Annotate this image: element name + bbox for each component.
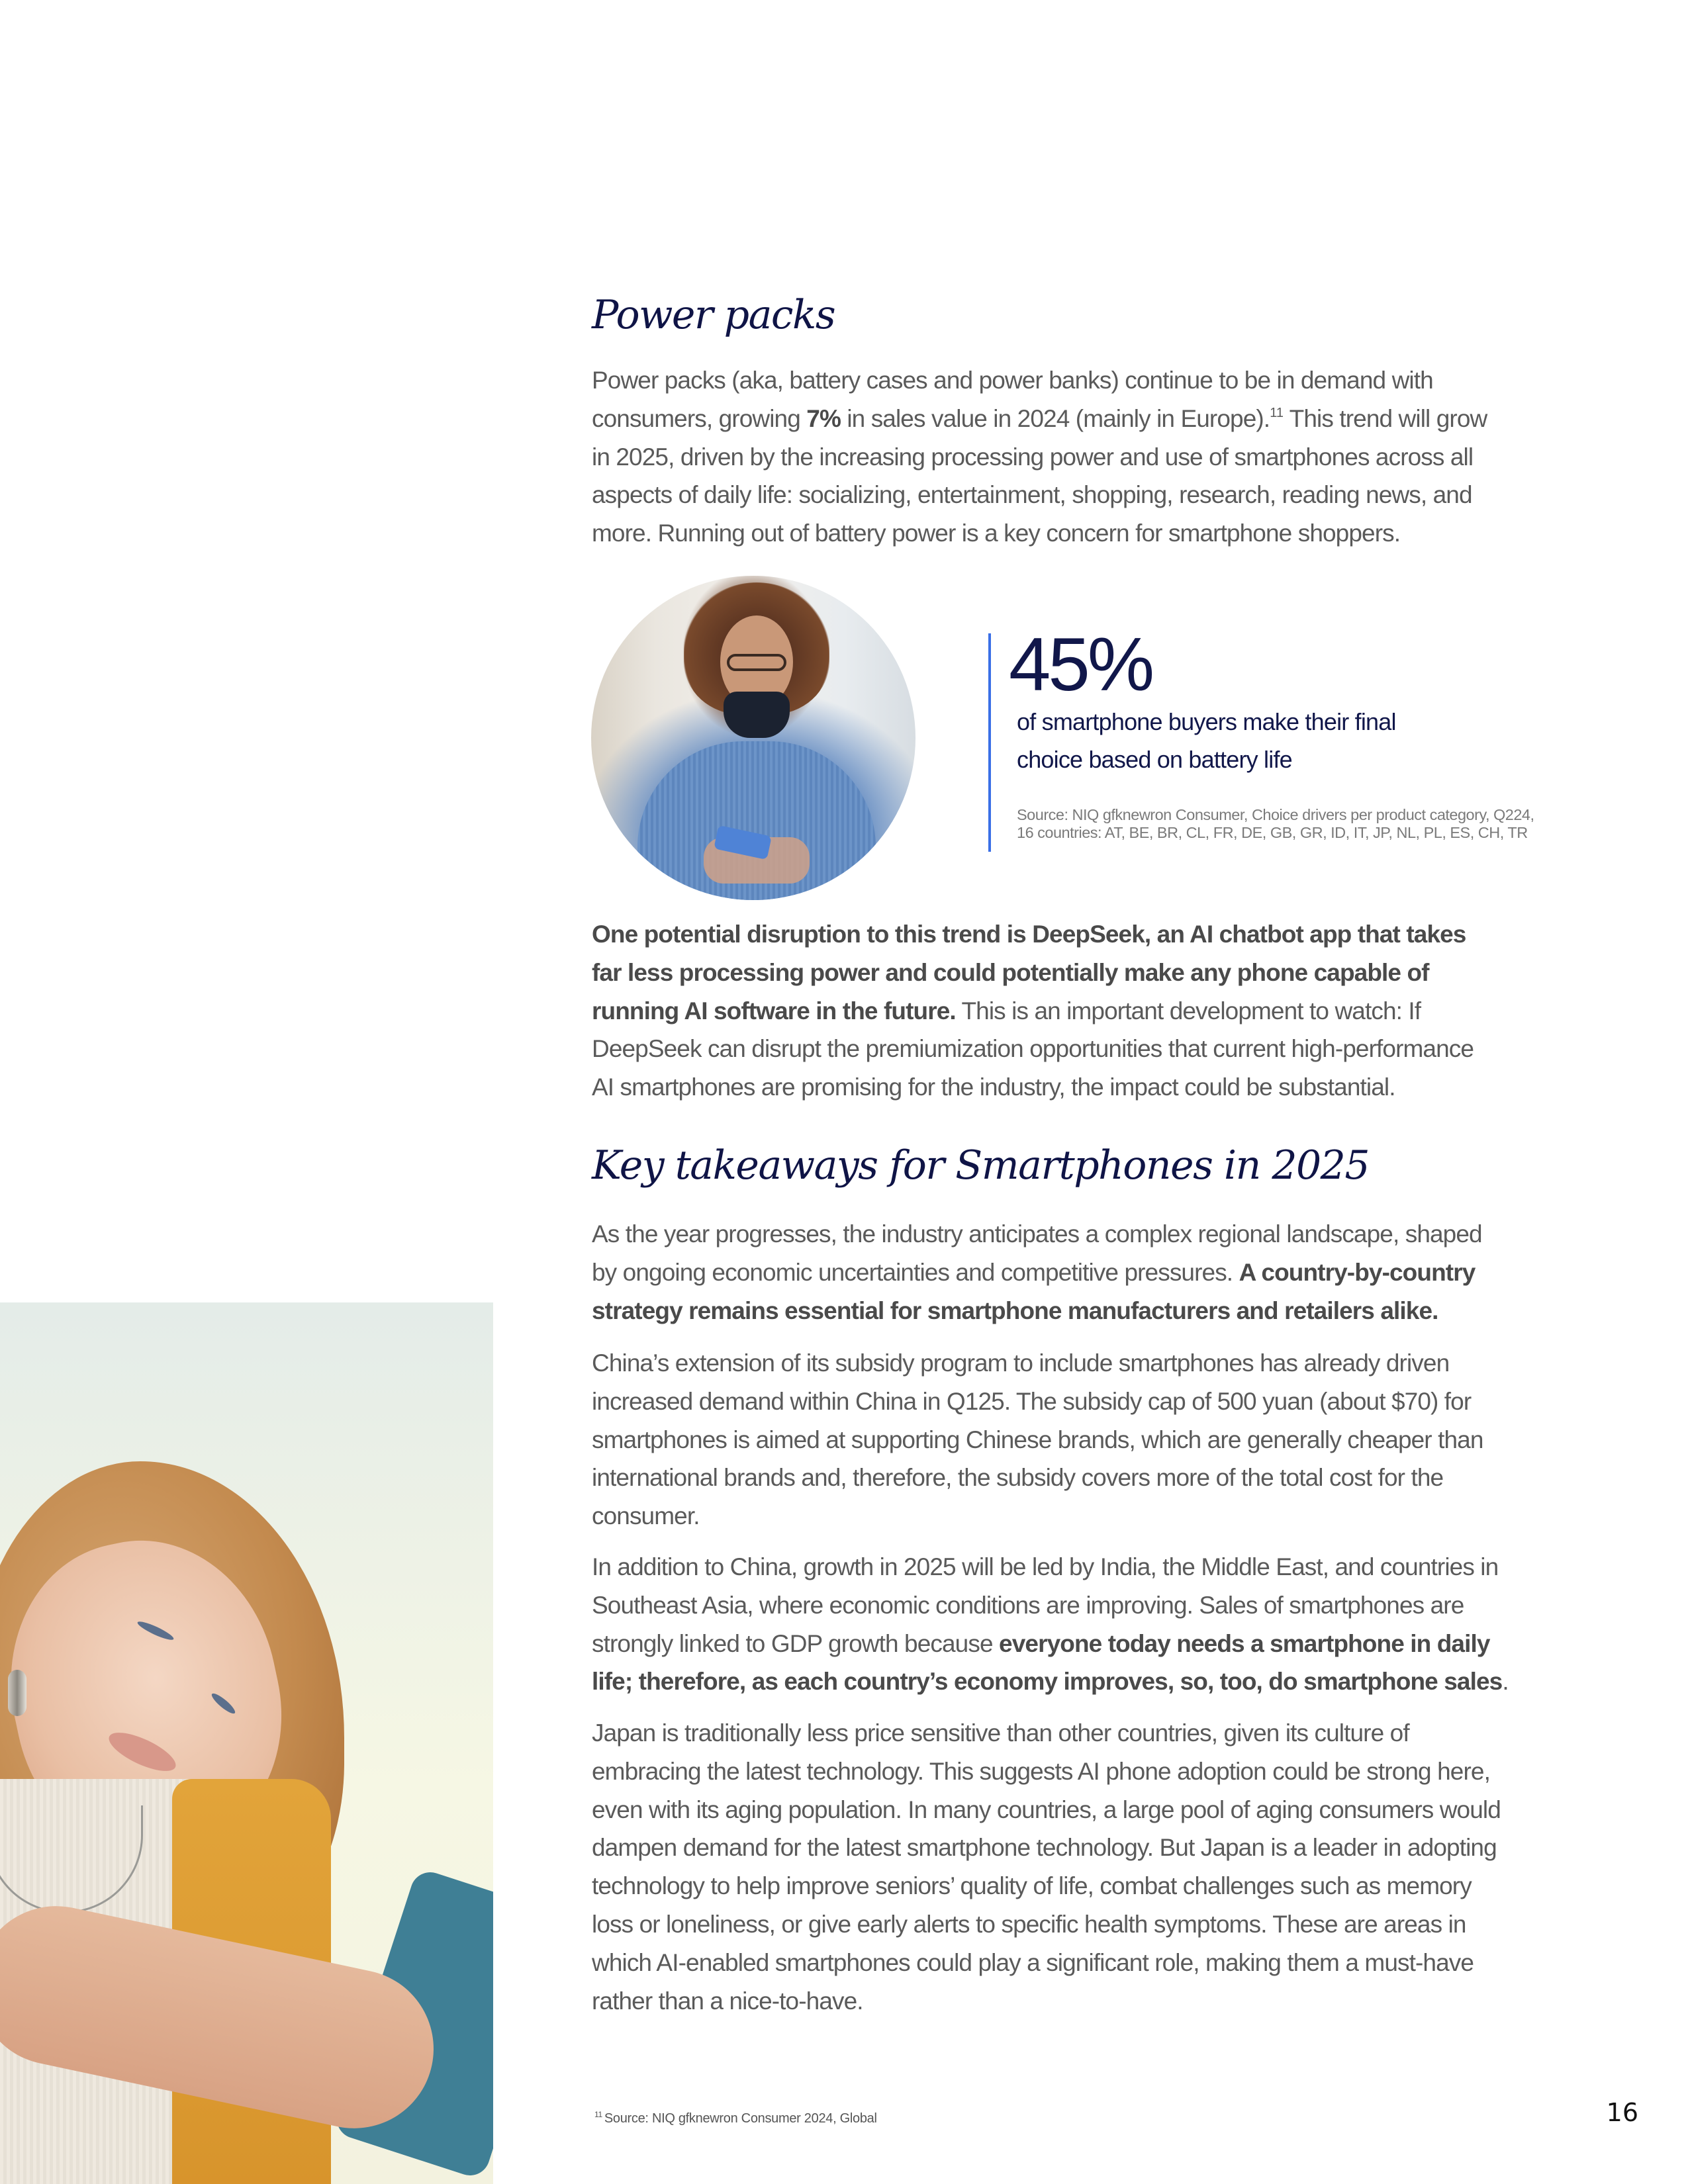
body-text: AI smartphones are promising for the industry, the impact could be substantial. [592, 1073, 1395, 1101]
body-text: consumers, growing [592, 404, 807, 432]
stat-source-line: Source: NIQ gfknewron Consumer, Choice drivers per product category, Q224, [1017, 806, 1534, 823]
body-text: consumer. [592, 1502, 700, 1530]
footnote-marker: 11 [594, 2110, 602, 2119]
body-text: This is an important development to watch: If [955, 997, 1421, 1024]
smiling-woman-photo [0, 1302, 493, 2184]
body-text: DeepSeek can disrupt the premiumization opportunities that current high-performance [592, 1035, 1474, 1063]
stat-source [1017, 806, 1613, 842]
stat-caption-line: of smartphone buyers make their final [1017, 708, 1396, 735]
body-text: increased demand within China in Q125. The subsidy cap of 500 yuan (about $70) for [592, 1387, 1472, 1415]
takeaway-paragraph-china [592, 1344, 1558, 1535]
text-line [592, 1344, 1558, 1383]
body-text: in 2025, driven by the increasing processing power and use of smartphones across all [592, 443, 1474, 471]
stat-source-line: 16 countries: AT, BE, BR, CL, FR, DE, GB, GR, ID, IT, JP, NL, PL, ES, CH, TR [1017, 824, 1528, 841]
emphasis-text: far less processing power and could potentially make any phone capable of [592, 958, 1429, 986]
emphasis-text: life; therefore, as each country’s economy improves, so, too, do smartphone sales [592, 1668, 1503, 1696]
text-line [592, 1292, 1558, 1330]
body-text: smartphones is aimed at supporting Chinese brands, which are generally cheaper than [592, 1426, 1483, 1453]
body-text: rather than a nice-to-have. [592, 1987, 863, 2015]
body-text: As the year progresses, the industry anticipates a complex regional landscape, shaped [592, 1220, 1482, 1248]
body-text: by ongoing economic uncertainties and competitive pressures. [592, 1258, 1239, 1286]
text-line [592, 476, 1558, 514]
takeaway-paragraph-growth [592, 1548, 1558, 1701]
stat-caption [1017, 703, 1546, 778]
body-text: This trend will grow [1283, 404, 1487, 432]
text-line [592, 1625, 1558, 1663]
photo-earring [8, 1670, 26, 1716]
emphasis-text: everyone today needs a smartphone in daily [999, 1629, 1490, 1657]
emphasis-text: A country-by-country [1239, 1258, 1476, 1286]
takeaway-paragraph-japan [592, 1714, 1558, 2020]
body-text: even with its aging population. In many countries, a large pool of aging consumers would [592, 1796, 1501, 1823]
body-text: Southeast Asia, where economic conditions are improving. Sales of smartphones are [592, 1591, 1464, 1619]
stat-caption-line: choice based on battery life [1017, 746, 1292, 773]
body-text: in sales value in 2024 (mainly in Europe). [840, 404, 1270, 432]
body-text: strongly linked to GDP growth because [592, 1629, 1000, 1657]
photo-turtleneck [724, 692, 790, 738]
text-line [592, 361, 1558, 400]
emphasis-text: running AI software in the future. [592, 997, 956, 1024]
footnote-text: Source: NIQ gfknewron Consumer 2024, Global [604, 2111, 877, 2126]
text-line [592, 1030, 1558, 1068]
body-text: which AI-enabled smartphones could play a significant role, making them a must-have [592, 1948, 1474, 1976]
text-line [592, 1215, 1558, 1253]
text-line [592, 1586, 1558, 1625]
text-line [592, 915, 1558, 954]
text-line [592, 1982, 1558, 2021]
body-text: China’s extension of its subsidy program to include smartphones has already driven [592, 1349, 1450, 1377]
text-line [592, 1829, 1558, 1867]
text-line [592, 1752, 1558, 1791]
emphasis-text: strategy remains essential for smartphone manufacturers and retailers alike. [592, 1297, 1438, 1324]
body-text: more. Running out of battery power is a key concern for smartphone shoppers. [592, 520, 1401, 547]
body-text: technology to help improve seniors’ quality of life, combat challenges such as memory [592, 1872, 1472, 1900]
stat-accent-bar [988, 633, 991, 852]
text-line [592, 1497, 1558, 1535]
text-line [592, 514, 1558, 553]
body-text: Power packs (aka, battery cases and power banks) continue to be in demand with [592, 367, 1433, 394]
photo-glasses [727, 654, 786, 671]
text-line [592, 1662, 1558, 1701]
emphasis-text: 7% [806, 404, 841, 432]
text-line [592, 1383, 1558, 1421]
body-text: dampen demand for the latest smartphone technology. But Japan is a leader in adopting [592, 1834, 1497, 1862]
text-line [592, 1548, 1558, 1586]
text-line [592, 1253, 1558, 1292]
text-line [592, 1944, 1558, 1982]
power-packs-heading: Power packs [592, 292, 835, 338]
footnote-reference: 11 [1270, 405, 1284, 420]
deepseek-paragraph [592, 915, 1558, 1107]
body-text: international brands and, therefore, the subsidy covers more of the total cost for the [592, 1464, 1444, 1492]
key-takeaways-heading: Key takeaways for Smartphones in 2025 [592, 1142, 1370, 1189]
page-number: 16 [1606, 2098, 1638, 2127]
body-text: embracing the latest technology. This suggests AI phone adoption could be strong here, [592, 1757, 1490, 1785]
body-text: aspects of daily life: socializing, entertainment, shopping, research, reading news, and [592, 481, 1472, 509]
body-text: Japan is traditionally less price sensitive than other countries, given its culture of [592, 1719, 1409, 1747]
text-line [592, 400, 1558, 438]
text-line [592, 1791, 1558, 1829]
body-text: . [1502, 1668, 1509, 1696]
text-line [592, 1421, 1558, 1459]
text-line [592, 954, 1558, 992]
text-line [592, 1905, 1558, 1944]
emphasis-text: One potential disruption to this trend is DeepSeek, an AI chatbot app that takes [592, 921, 1466, 948]
text-line [592, 1459, 1558, 1497]
text-line [592, 992, 1558, 1030]
text-line [592, 1714, 1558, 1752]
body-text: loss or loneliness, or give early alerts to specific health symptoms. These are areas in [592, 1910, 1466, 1938]
text-line [592, 1867, 1558, 1905]
text-line [592, 1068, 1558, 1107]
stat-value: 45% [1009, 623, 1152, 707]
power-packs-intro [592, 361, 1558, 553]
shopper-photo [591, 576, 915, 900]
takeaway-paragraph-regional [592, 1215, 1558, 1330]
text-line [592, 438, 1558, 477]
footnote [594, 2111, 877, 2126]
body-text: In addition to China, growth in 2025 will be led by India, the Middle East, and countries in [592, 1553, 1499, 1580]
